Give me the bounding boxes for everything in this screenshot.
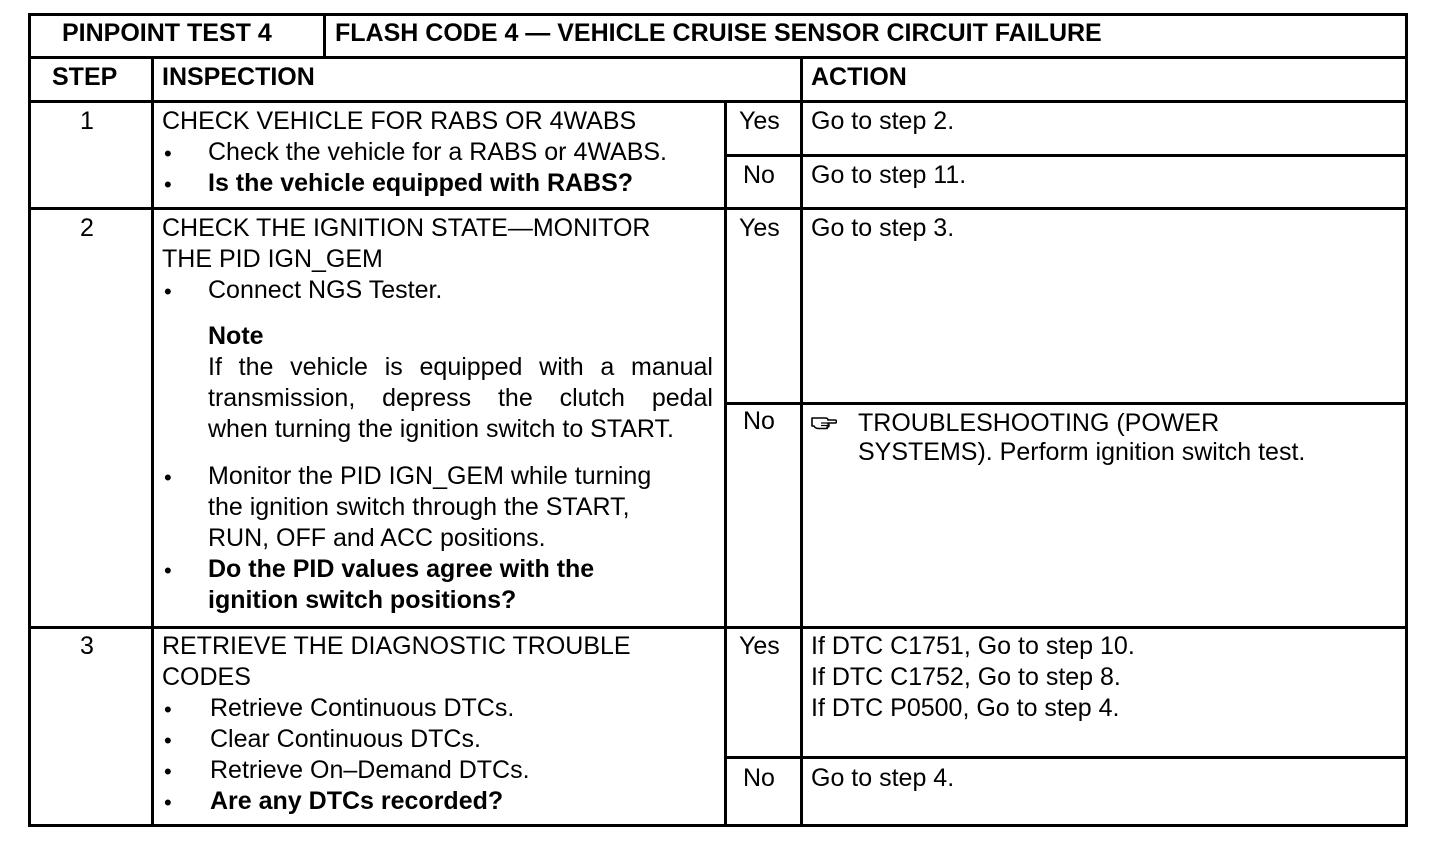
yes-action: Go to step 2.	[811, 107, 955, 135]
row-1-yes-no-split	[724, 154, 1408, 157]
no-action-line: TROUBLESHOOTING (POWER	[858, 409, 1220, 437]
table-border-bottom	[28, 824, 1408, 827]
no-label: No	[743, 161, 775, 189]
bullet: •	[164, 759, 172, 784]
bullet: •	[164, 790, 172, 815]
row-2-yes-no-split	[724, 402, 1408, 405]
inspection-question: Is the vehicle equipped with RABS?	[208, 169, 634, 197]
bullet: •	[164, 697, 172, 722]
inspection-question-line: ignition switch positions?	[208, 586, 517, 614]
action-column-divider	[800, 56, 803, 827]
no-action: Go to step 11.	[811, 161, 967, 189]
bullet: •	[164, 558, 172, 583]
row-1-bottom	[28, 207, 1408, 210]
inspection-item-line: RUN, OFF and ACC positions.	[208, 524, 546, 552]
action-column-header: ACTION	[811, 63, 907, 91]
step-column-header: STEP	[52, 63, 118, 91]
inspection-heading-cont: THE PID IGN_GEM	[162, 245, 383, 273]
title-divider	[323, 13, 326, 58]
header-row-bottom	[28, 100, 1408, 103]
inspection-heading-cont: CODES	[162, 663, 251, 691]
inspection-heading: RETRIEVE THE DIAGNOSTIC TROUBLE	[162, 632, 631, 660]
note-line: transmission, depress the clutch pedal	[208, 384, 713, 412]
test-title: PINPOINT TEST 4	[62, 19, 272, 47]
inspection-item: Check the vehicle for a RABS or 4WABS.	[208, 138, 667, 166]
row-3-yes-no-split	[724, 756, 1408, 759]
table-border-right	[1405, 13, 1408, 827]
flash-code-title: FLASH CODE 4 — VEHICLE CRUISE SENSOR CIRCUIT FAILURE	[335, 19, 1102, 47]
step-number: 3	[80, 632, 94, 660]
note-text	[208, 352, 713, 445]
no-label: No	[743, 764, 775, 792]
no-action-line: SYSTEMS). Perform ignition switch test.	[858, 438, 1306, 466]
inspection-item: Connect NGS Tester.	[208, 276, 443, 304]
inspection-heading: CHECK VEHICLE FOR RABS OR 4WABS	[162, 107, 637, 135]
step-column-divider	[151, 56, 154, 827]
no-action: Go to step 4.	[811, 764, 955, 792]
row-2-bottom	[28, 626, 1408, 629]
yes-action-line: If DTC C1751, Go to step 10.	[811, 632, 1135, 660]
inspection-heading: CHECK THE IGNITION STATE—MONITOR	[162, 214, 651, 242]
yes-label: Yes	[739, 214, 780, 242]
table-border-top	[28, 13, 1408, 16]
bullet: •	[164, 728, 172, 753]
inspection-item: Retrieve On–Demand DTCs.	[210, 756, 530, 784]
yes-label: Yes	[739, 107, 780, 135]
yes-action-line: If DTC C1752, Go to step 8.	[811, 663, 1121, 691]
inspection-question: Are any DTCs recorded?	[210, 787, 504, 815]
yes-action-line: If DTC P0500, Go to step 4.	[811, 694, 1120, 722]
yes-action: Go to step 3.	[811, 214, 955, 242]
bullet: •	[164, 279, 172, 304]
note-line: when turning the ignition switch to START.	[208, 415, 674, 443]
bullet: •	[164, 172, 172, 197]
inspection-column-header: INSPECTION	[162, 63, 315, 91]
inspection-item: Clear Continuous DTCs.	[210, 725, 481, 753]
yes-label: Yes	[739, 632, 780, 660]
inspection-question-line: Do the PID values agree with the	[208, 555, 595, 583]
note-title: Note	[208, 322, 264, 350]
title-row-bottom	[28, 56, 1408, 59]
step-number: 2	[80, 214, 94, 242]
bullet: •	[164, 141, 172, 166]
inspection-item-line: the ignition switch through the START,	[208, 493, 630, 521]
step-number: 1	[80, 107, 94, 135]
table-border-left	[28, 13, 31, 827]
inspection-item: Retrieve Continuous DTCs.	[210, 694, 515, 722]
bullet: •	[164, 465, 172, 490]
inspection-item-line: Monitor the PID IGN_GEM while turning	[208, 462, 652, 490]
pointing-hand-icon	[811, 414, 837, 430]
note-line: If the vehicle is equipped with a manual	[208, 353, 713, 381]
no-label: No	[743, 407, 775, 435]
